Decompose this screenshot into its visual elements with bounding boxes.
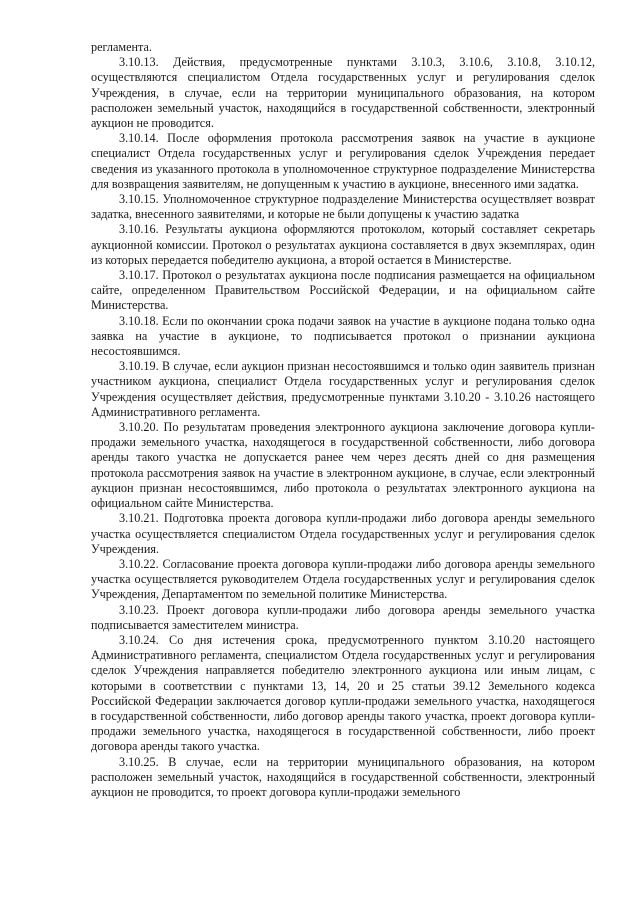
paragraph: 3.10.23. Проект договора купли-продажи либо договора аренды земельного участка подписывается заместителем министра. bbox=[91, 602, 595, 632]
paragraph: 3.10.14. После оформления протокола рассмотрения заявок на участие в аукционе специалист Отдела государственных услуг и регулирования сделок Учреждения передает сведения из указанного протокола в уполномоченное структурное подразделение Министерства для возвращения заявителям, не допущенным к участию в аукционе, внесенного ими задатка. bbox=[91, 131, 595, 191]
paragraph: 3.10.24. Со дня истечения срока, предусмотренного пунктом 3.10.20 настоящего Административного регламента, специалистом Отдела государственных услуг и регулирования сделок Учреждения направляется победителю электронного аукциона или иным лицам, с которыми в соответствии с пунктами 13, 14, 20 и 25 статьи 39.12 Земельного кодекса Российской Федерации заключается договор купли-продажи земельного участка, находящегося в государственной собственности, либо договор аренды такого участка, проект договора купли-продажи земельного участка, находящегося в государственной собственности, либо проект договора аренды такого участка. bbox=[91, 632, 595, 754]
paragraph: 3.10.21. Подготовка проекта договора купли-продажи либо договора аренды земельного участка осуществляется специалистом Отдела государственных услуг и регулирования сделок Учреждения. bbox=[91, 511, 595, 556]
paragraph: 3.10.18. Если по окончании срока подачи заявок на участие в аукционе подана только одна заявка на участие в аукционе, то подписывается протокол о признании аукциона несостоявшимся. bbox=[91, 313, 595, 359]
paragraph: 3.10.13. Действия, предусмотренные пунктами 3.10.3, 3.10.6, 3.10.8, 3.10.12, осуществляются специалистом Отдела государственных услуг и регулирования сделок Учреждения, в случае, если на территории муниципального образования, на котором расположен земельный участок, находящийся в государственной собственности, электронный аукцион не проводится. bbox=[91, 55, 595, 131]
paragraph: регламента. bbox=[91, 40, 152, 54]
document-page bbox=[91, 40, 595, 800]
paragraph: 3.10.19. В случае, если аукцион признан несостоявшимся и только один заявитель признан участником аукциона, специалист Отдела государственных услуг и регулирования сделок Учреждения осуществляет действия, предусмотренные пунктами 3.10.20 - 3.10.26 настоящего Административного регламента. bbox=[91, 359, 595, 419]
paragraph: 3.10.25. В случае, если на территории муниципального образования, на котором расположен земельный участок, находящийся в государственной собственности, электронный аукцион не проводится, то проект договора купли-продажи земельного bbox=[91, 754, 595, 799]
paragraph: 3.10.15. Уполномоченное структурное подразделение Министерства осуществляет возврат задатка, внесенного заявителями, и которые не были допущены к участию задатка bbox=[91, 192, 595, 222]
paragraph: 3.10.17. Протокол о результатах аукциона после подписания размещается на официальном сайте, определенном Правительством Российской Федерации, и на официальном сайте Министерства. bbox=[91, 268, 595, 313]
paragraph: 3.10.22. Согласование проекта договора купли-продажи либо договора аренды земельного участка осуществляется руководителем Отдела государственных услуг и регулирования сделок Учреждения, Департаментом по земельной политике Министерства. bbox=[91, 556, 595, 602]
paragraph: 3.10.20. По результатам проведения электронного аукциона заключение договора купли-продажи земельного участка, находящегося в государственной собственности, либо договора аренды такого участка не допускается ранее чем через десять дней со дня размещения протокола рассмотрения заявок на участие в электронном аукционе, в случае, если электронный аукцион признан несостоявшимся, либо протокола о результатах электронного аукциона на официальном сайте Министерства. bbox=[91, 420, 595, 511]
paragraph: 3.10.16. Результаты аукциона оформляются протоколом, который составляет секретарь аукционной комиссии. Протокол о результатах аукциона составляется в двух экземплярах, один из которых передается победителю аукциона, а второй остается в Министерстве. bbox=[91, 222, 595, 267]
